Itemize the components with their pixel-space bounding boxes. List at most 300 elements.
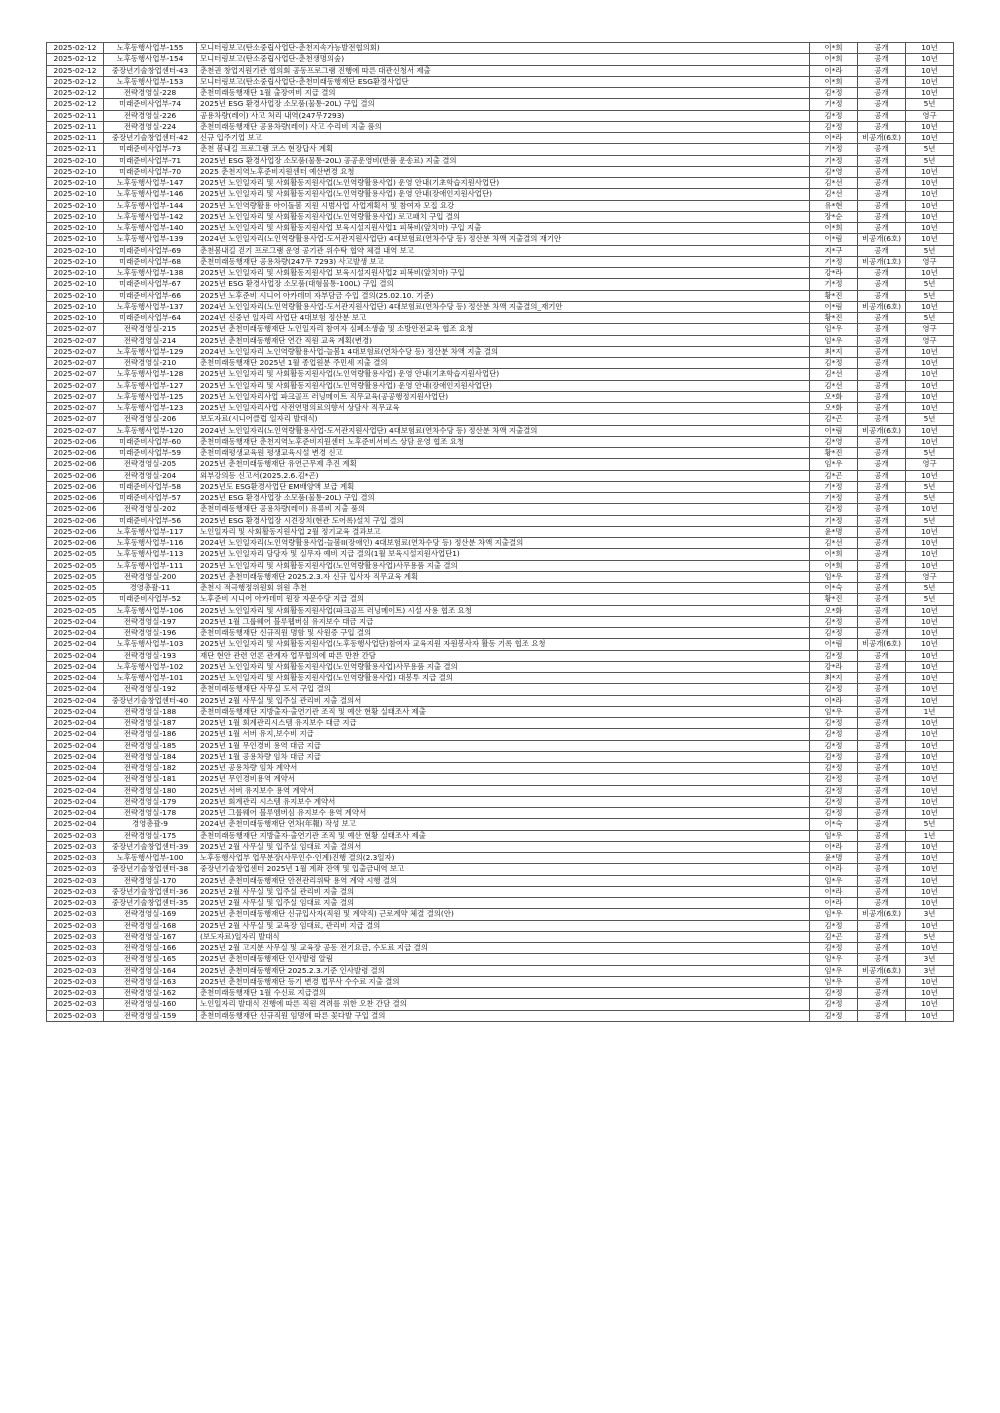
doc-number-cell: 미래준비사업부-69 (104, 245, 197, 256)
doc-number-cell: 중장년기술창업센터-39 (104, 841, 197, 852)
disclosure-cell: 공개 (858, 1010, 906, 1021)
retention-cell: 10년 (906, 729, 954, 740)
disclosure-cell: 공개 (858, 403, 906, 414)
author-cell: 황*진 (810, 448, 858, 459)
retention-cell: 10년 (906, 763, 954, 774)
author-cell: 김*정 (810, 988, 858, 999)
date-cell: 2025-02-10 (47, 268, 104, 279)
disclosure-cell: 공개 (858, 414, 906, 425)
title-cell: 춘천시 적극행정위원회 위원 추천 (197, 583, 810, 594)
date-cell: 2025-02-04 (47, 751, 104, 762)
doc-number-cell: 노후동행사업부-128 (104, 369, 197, 380)
title-cell: 노인일자리 및 사회활동지원사업 2월 정기교육 결과보고 (197, 526, 810, 537)
date-cell: 2025-02-05 (47, 594, 104, 605)
table-row (47, 740, 954, 751)
title-cell: 2025년 노인일자리 및 사회활동지원사업(노인역량활용사업) 운영 안내(기초학습지원사업단) (197, 369, 810, 380)
doc-number-cell: 전략경영실-206 (104, 414, 197, 425)
table-row (47, 279, 954, 290)
disclosure-cell: 공개 (858, 886, 906, 897)
title-cell: 2024년 노인일자리(노인역량활용사업-도서관지원사업단) 4대보험료(연차수당 등) 정산분 차액 지출결의 재기안 (197, 234, 810, 245)
retention-cell: 영구 (906, 335, 954, 346)
title-cell: 노후동행사업부 업무분장(사무인수·인계)진행 결의(2.3일자) (197, 853, 810, 864)
title-cell: 2025년 노후준비 시니어 아카데미 자부담금 수입 결의(25.02.10. 기준) (197, 290, 810, 301)
author-cell: 오*화 (810, 391, 858, 402)
title-cell: 2025년 노인일자리 및 사회활동지원사업 보육시설지원사업2 피복비(앞치마) 구입 (197, 268, 810, 279)
retention-cell: 10년 (906, 774, 954, 785)
table-row (47, 526, 954, 537)
date-cell: 2025-02-10 (47, 155, 104, 166)
table-row (47, 864, 954, 875)
author-cell: 지*구 (810, 245, 858, 256)
doc-number-cell: 미래준비사업부-57 (104, 493, 197, 504)
disclosure-cell: 공개 (858, 144, 906, 155)
doc-number-cell: 노후동행사업부-138 (104, 268, 197, 279)
retention-cell: 10년 (906, 121, 954, 132)
table-row (47, 335, 954, 346)
date-cell: 2025-02-10 (47, 189, 104, 200)
title-cell: 2025년 회계관리 시스템 유지보수 계약서 (197, 796, 810, 807)
disclosure-cell: 공개 (858, 121, 906, 132)
author-cell: 김*정 (810, 650, 858, 661)
retention-cell: 10년 (906, 886, 954, 897)
author-cell: 오*화 (810, 605, 858, 616)
author-cell: 김*정 (810, 763, 858, 774)
doc-number-cell: 전략경영실-185 (104, 740, 197, 751)
disclosure-cell: 비공개(6호) (858, 234, 906, 245)
date-cell: 2025-02-04 (47, 628, 104, 639)
title-cell: 춘천미래동행재단 1월 수신료 지급결의 (197, 988, 810, 999)
doc-number-cell: 전략경영실-162 (104, 988, 197, 999)
title-cell: 춘천미래동행재단 춘천지역노후준비지원센터 노후준비서비스 상담 운영 협조 요청 (197, 436, 810, 447)
date-cell: 2025-02-04 (47, 684, 104, 695)
title-cell: 2025년 노인일자리사업 사전연명의료의향서 상담사 직무교육 (197, 403, 810, 414)
retention-cell: 5년 (906, 819, 954, 830)
disclosure-cell: 비공개(6호) (858, 965, 906, 976)
disclosure-cell: 공개 (858, 943, 906, 954)
table-row (47, 583, 954, 594)
author-cell: 임*우 (810, 706, 858, 717)
doc-number-cell: 노후동행사업부-117 (104, 526, 197, 537)
disclosure-cell: 공개 (858, 76, 906, 87)
date-cell: 2025-02-11 (47, 144, 104, 155)
date-cell: 2025-02-12 (47, 65, 104, 76)
author-cell: 임*우 (810, 459, 858, 470)
date-cell: 2025-02-07 (47, 414, 104, 425)
author-cell: 강*라 (810, 661, 858, 672)
table-row (47, 954, 954, 965)
date-cell: 2025-02-07 (47, 403, 104, 414)
disclosure-cell: 공개 (858, 976, 906, 987)
author-cell: 김*곤 (810, 470, 858, 481)
table-row (47, 346, 954, 357)
title-cell: 2025년 1월 그룹웨어 블루웹버심 유지보수 대금 지급 (197, 616, 810, 627)
author-cell: 임*우 (810, 909, 858, 920)
retention-cell: 5년 (906, 99, 954, 110)
table-row (47, 571, 954, 582)
author-cell: 최*지 (810, 346, 858, 357)
doc-number-cell: 미래준비사업부-58 (104, 481, 197, 492)
author-cell: 이*희 (810, 43, 858, 54)
disclosure-cell: 공개 (858, 684, 906, 695)
retention-cell: 10년 (906, 695, 954, 706)
date-cell: 2025-02-10 (47, 245, 104, 256)
author-cell: 김*정 (810, 920, 858, 931)
table-row (47, 234, 954, 245)
title-cell: 2025년 2월 사무실 및 입주실 임대료 지출 결의 (197, 898, 810, 909)
date-cell: 2025-02-04 (47, 706, 104, 717)
author-cell: 기*정 (810, 144, 858, 155)
title-cell: 신규 입주기업 보고 (197, 133, 810, 144)
disclosure-cell: 공개 (858, 605, 906, 616)
disclosure-cell: 공개 (858, 808, 906, 819)
date-cell: 2025-02-03 (47, 931, 104, 942)
author-cell: 유*현 (810, 200, 858, 211)
table-row (47, 549, 954, 560)
title-cell: 2024년 노인일자리 노인역량활용사업-늘봄1 4대보험료(연차수당 등) 정산분 차액 지출 결의 (197, 346, 810, 357)
title-cell: 노후준비 시니어 아카데미 원장 자문수당 지급 결의 (197, 594, 810, 605)
retention-cell: 10년 (906, 88, 954, 99)
disclosure-cell: 공개 (858, 346, 906, 357)
date-cell: 2025-02-12 (47, 88, 104, 99)
table-row (47, 706, 954, 717)
table-row (47, 999, 954, 1010)
date-cell: 2025-02-12 (47, 43, 104, 54)
table-row (47, 99, 954, 110)
title-cell: 2025년 노인역량활용 아이돌봄 지원 시범사업 사업계획서 및 참여자 모집 요강 (197, 200, 810, 211)
doc-number-cell: 전략경영실-184 (104, 751, 197, 762)
disclosure-cell: 공개 (858, 65, 906, 76)
date-cell: 2025-02-06 (47, 470, 104, 481)
table-row (47, 920, 954, 931)
doc-number-cell: 전략경영실-226 (104, 110, 197, 121)
retention-cell: 10년 (906, 470, 954, 481)
author-cell: 임*우 (810, 335, 858, 346)
date-cell: 2025-02-07 (47, 369, 104, 380)
disclosure-cell: 공개 (858, 178, 906, 189)
disclosure-cell: 공개 (858, 673, 906, 684)
doc-number-cell: 미래준비사업부-67 (104, 279, 197, 290)
doc-number-cell: 미래준비사업부-56 (104, 515, 197, 526)
disclosure-cell: 공개 (858, 369, 906, 380)
retention-cell: 10년 (906, 436, 954, 447)
doc-number-cell: 전략경영실-179 (104, 796, 197, 807)
retention-cell: 3년 (906, 965, 954, 976)
title-cell: 2025년 ESG 환경사업장 소모품(물통-20L) 구입 결의 (197, 99, 810, 110)
retention-cell: 5년 (906, 448, 954, 459)
author-cell: 임*우 (810, 830, 858, 841)
title-cell: 중장년기술창업센터 2025년 1월 계좌 잔액 및 입출금내역 보고 (197, 864, 810, 875)
disclosure-cell: 공개 (858, 763, 906, 774)
title-cell: 2025년 ESG 환경사업장 소모품(대형물통-100L) 구입 결의 (197, 279, 810, 290)
title-cell: 2025년 노인일자리 및 사회활동지원사업 보육시설지원사업1 피복비(앞치마) 구입 지출 (197, 223, 810, 234)
retention-cell: 10년 (906, 425, 954, 436)
retention-cell: 10년 (906, 189, 954, 200)
table-row (47, 481, 954, 492)
author-cell: 이*라 (810, 133, 858, 144)
title-cell: 2025년 그룹웨어 블루엠버심 유지보수 용역 계약서 (197, 808, 810, 819)
title-cell: 2025년 ESG 환경사업장 소모품(물통-20L) 구입 결의 (197, 493, 810, 504)
title-cell: 2025년 1월 무인경비 용역 대금 지급 (197, 740, 810, 751)
table-row (47, 808, 954, 819)
title-cell: 2025년 노인일자리 및 사회활동지원사업(노인역량활용사업) 대봉투 지급 결의 (197, 673, 810, 684)
date-cell: 2025-02-10 (47, 234, 104, 245)
date-cell: 2025-02-03 (47, 875, 104, 886)
table-row (47, 898, 954, 909)
table-row (47, 358, 954, 369)
date-cell: 2025-02-03 (47, 954, 104, 965)
retention-cell: 10년 (906, 943, 954, 954)
retention-cell: 10년 (906, 718, 954, 729)
retention-cell: 영구 (906, 256, 954, 267)
disclosure-cell: 공개 (858, 211, 906, 222)
retention-cell: 10년 (906, 740, 954, 751)
author-cell: 김*선 (810, 178, 858, 189)
doc-number-cell: 전략경영실-164 (104, 965, 197, 976)
doc-number-cell: 노후동행사업부-146 (104, 189, 197, 200)
disclosure-cell: 공개 (858, 526, 906, 537)
title-cell: 춘천권 창업지원기관 협의회 공동프로그램 진행에 따른 대관신청서 제출 (197, 65, 810, 76)
table-row (47, 729, 954, 740)
table-row (47, 380, 954, 391)
doc-number-cell: 미래준비사업부-70 (104, 166, 197, 177)
author-cell: 윤*명 (810, 853, 858, 864)
author-cell: 김*정 (810, 684, 858, 695)
title-cell: 2025년 춘천미래동행재단 노인일자리 참여자 심폐소생술 및 소방안전교육 협조 요청 (197, 324, 810, 335)
title-cell: 2025년 2월 사무실 및 교육장 임대료, 관리비 지급 결의 (197, 920, 810, 931)
table-row (47, 988, 954, 999)
table-row (47, 605, 954, 616)
date-cell: 2025-02-07 (47, 335, 104, 346)
doc-number-cell: 중장년기술창업센터-38 (104, 864, 197, 875)
author-cell: 기*정 (810, 481, 858, 492)
title-cell: 2025년 춘천미래동행재단 안전관리위탁 용역 계약 시행 결의 (197, 875, 810, 886)
table-row (47, 504, 954, 515)
retention-cell: 10년 (906, 54, 954, 65)
doc-number-cell: 노후동행사업부-120 (104, 425, 197, 436)
disclosure-cell: 공개 (858, 729, 906, 740)
author-cell: 강*라 (810, 268, 858, 279)
title-cell: 2025년 춘천미래동행재단 인사발령 알림 (197, 954, 810, 965)
retention-cell: 10년 (906, 403, 954, 414)
retention-cell: 10년 (906, 133, 954, 144)
doc-number-cell: 미래준비사업부-73 (104, 144, 197, 155)
author-cell: 김*선 (810, 380, 858, 391)
disclosure-cell: 공개 (858, 391, 906, 402)
title-cell: 2025년 ESG 환경사업장 소모품(물통-20L) 공공운영비(반품 운송료) 지출 결의 (197, 155, 810, 166)
title-cell: 춘천미래동행재단 1월 출장여비 지급 결의 (197, 88, 810, 99)
date-cell: 2025-02-04 (47, 774, 104, 785)
date-cell: 2025-02-04 (47, 695, 104, 706)
title-cell: 2025년 춘천미래동행재단 신규입사자(직원 및 계약직) 근로계약 체결 결의(안) (197, 909, 810, 920)
table-row (47, 76, 954, 87)
doc-number-cell: 전략경영실-224 (104, 121, 197, 132)
disclosure-cell: 공개 (858, 493, 906, 504)
doc-number-cell: 미래준비사업부-71 (104, 155, 197, 166)
table-row (47, 875, 954, 886)
title-cell: 모니터링보고(탄소중립사업단-춘천지속가능발전협의회) (197, 43, 810, 54)
disclosure-cell: 공개 (858, 920, 906, 931)
table-row (47, 189, 954, 200)
retention-cell: 10년 (906, 796, 954, 807)
doc-number-cell: 노후동행사업부-137 (104, 301, 197, 312)
title-cell: 공용차량(레이) 사고 처리 내역(247무7293) (197, 110, 810, 121)
author-cell: 기*정 (810, 155, 858, 166)
table-row (47, 886, 954, 897)
title-cell: 외부강의등 신고서(2025.2.6.김*곤) (197, 470, 810, 481)
date-cell: 2025-02-04 (47, 785, 104, 796)
doc-number-cell: 전략경영실-168 (104, 920, 197, 931)
doc-number-cell: 전략경영실-187 (104, 718, 197, 729)
doc-number-cell: 전략경영실-169 (104, 909, 197, 920)
retention-cell: 10년 (906, 549, 954, 560)
title-cell: 2025년 노인일자리 및 사회활동지원사업(노인역량활용사업)사무용품 지출 결의 (197, 560, 810, 571)
table-row (47, 931, 954, 942)
table-row (47, 403, 954, 414)
retention-cell: 10년 (906, 301, 954, 312)
retention-cell: 10년 (906, 661, 954, 672)
date-cell: 2025-02-03 (47, 988, 104, 999)
table-row (47, 459, 954, 470)
retention-cell: 영구 (906, 459, 954, 470)
retention-cell: 10년 (906, 43, 954, 54)
title-cell: 2025년 노인일자리 및 사회활동지원사업(노인역량활용사업) 운영 안내(장애인지원사업단) (197, 380, 810, 391)
doc-number-cell: 전략경영실-228 (104, 88, 197, 99)
title-cell: 모니터링보고(탄소중립사업단-춘천미래동행재단 ESG환경사업단 (197, 76, 810, 87)
doc-number-cell: 전략경영실-204 (104, 470, 197, 481)
table-row (47, 391, 954, 402)
retention-cell: 5년 (906, 290, 954, 301)
author-cell: 이*희 (810, 223, 858, 234)
doc-number-cell: 미래준비사업부-59 (104, 448, 197, 459)
disclosure-cell: 공개 (858, 324, 906, 335)
author-cell: 황*진 (810, 313, 858, 324)
retention-cell: 5년 (906, 481, 954, 492)
doc-number-cell: 중장년기술창업센터-40 (104, 695, 197, 706)
author-cell: 김*선 (810, 538, 858, 549)
title-cell: 2025년 춘천미래동행재단 연간 직원 교육 계획(변경) (197, 335, 810, 346)
retention-cell: 5년 (906, 583, 954, 594)
retention-cell: 영구 (906, 571, 954, 582)
disclosure-cell: 공개 (858, 110, 906, 121)
doc-number-cell: 전략경영실-181 (104, 774, 197, 785)
table-row (47, 673, 954, 684)
doc-number-cell: 전략경영실-182 (104, 763, 197, 774)
document-page (46, 42, 953, 1022)
retention-cell: 10년 (906, 391, 954, 402)
disclosure-cell: 공개 (858, 718, 906, 729)
date-cell: 2025-02-10 (47, 313, 104, 324)
author-cell: 기*정 (810, 493, 858, 504)
disclosure-cell: 공개 (858, 954, 906, 965)
doc-number-cell: 노후동행사업부-140 (104, 223, 197, 234)
title-cell: 2024년 춘천미래동행재단 연차(年報) 작성 보고 (197, 819, 810, 830)
disclosure-cell: 공개 (858, 245, 906, 256)
disclosure-cell: 공개 (858, 583, 906, 594)
date-cell: 2025-02-06 (47, 448, 104, 459)
retention-cell: 10년 (906, 380, 954, 391)
title-cell: 2025년 노인일자리 담당자 및 실무자 예비 지급 결의(1월 보육시설지원사업단1) (197, 549, 810, 560)
doc-number-cell: 전략경영실-167 (104, 931, 197, 942)
doc-number-cell: 미래준비사업부-52 (104, 594, 197, 605)
table-row (47, 245, 954, 256)
title-cell: 춘천미래동행재단 공용차량(레이) 사고 수리비 지출 품의 (197, 121, 810, 132)
author-cell: 김*정 (810, 504, 858, 515)
disclosure-cell: 공개 (858, 875, 906, 886)
title-cell: 춘천미래동행재단 공용차량(247무 7293) 사고발생 보고 (197, 256, 810, 267)
date-cell: 2025-02-03 (47, 999, 104, 1010)
table-row (47, 695, 954, 706)
doc-number-cell: 전략경영실-193 (104, 650, 197, 661)
author-cell: 이*숙 (810, 819, 858, 830)
author-cell: 이*림 (810, 301, 858, 312)
table-row (47, 369, 954, 380)
date-cell: 2025-02-10 (47, 178, 104, 189)
retention-cell: 10년 (906, 684, 954, 695)
doc-number-cell: 노후동행사업부-101 (104, 673, 197, 684)
doc-number-cell: 노후동행사업부-103 (104, 639, 197, 650)
disclosure-cell: 공개 (858, 751, 906, 762)
author-cell: 김*선 (810, 369, 858, 380)
date-cell: 2025-02-03 (47, 909, 104, 920)
date-cell: 2025-02-05 (47, 571, 104, 582)
doc-number-cell: 노후동행사업부-123 (104, 403, 197, 414)
title-cell: 재단 현안 관련 언론 관계자 업무협의에 따른 만찬 간담 (197, 650, 810, 661)
retention-cell: 10년 (906, 650, 954, 661)
author-cell: 최*지 (810, 673, 858, 684)
date-cell: 2025-02-10 (47, 166, 104, 177)
table-row (47, 43, 954, 54)
date-cell: 2025-02-10 (47, 290, 104, 301)
date-cell: 2025-02-06 (47, 436, 104, 447)
retention-cell: 10년 (906, 808, 954, 819)
doc-number-cell: 노후동행사업부-116 (104, 538, 197, 549)
retention-cell: 10년 (906, 841, 954, 852)
doc-number-cell: 중장년기술창업센터-43 (104, 65, 197, 76)
date-cell: 2025-02-04 (47, 616, 104, 627)
author-cell: 김*정 (810, 796, 858, 807)
table-row (47, 976, 954, 987)
doc-number-cell: 미래준비사업부-74 (104, 99, 197, 110)
date-cell: 2025-02-03 (47, 830, 104, 841)
disclosure-cell: 공개 (858, 594, 906, 605)
retention-cell: 10년 (906, 346, 954, 357)
title-cell: 2025년 노인일자리 및 사회활동지원사업(파크골프 러닝메이트) 시설 사용 협조 요청 (197, 605, 810, 616)
author-cell: 기*정 (810, 99, 858, 110)
disclosure-cell: 공개 (858, 459, 906, 470)
table-row (47, 256, 954, 267)
table-row (47, 830, 954, 841)
author-cell: 오*화 (810, 403, 858, 414)
disclosure-cell: 공개 (858, 515, 906, 526)
title-cell: 2025년 노인일자리 및 사회활동지원사업(노인역량활용사업) 운영 안내(기초학습지원사업단) (197, 178, 810, 189)
date-cell: 2025-02-03 (47, 976, 104, 987)
date-cell: 2025-02-03 (47, 864, 104, 875)
disclosure-cell: 공개 (858, 538, 906, 549)
date-cell: 2025-02-11 (47, 121, 104, 132)
author-cell: 김*정 (810, 358, 858, 369)
table-row (47, 166, 954, 177)
disclosure-cell: 공개 (858, 661, 906, 672)
retention-cell: 5년 (906, 313, 954, 324)
date-cell: 2025-02-05 (47, 605, 104, 616)
title-cell: 2025년 2월 사무실 및 입주실 임대료 지출 결의서 (197, 841, 810, 852)
doc-number-cell: 노후동행사업부-106 (104, 605, 197, 616)
date-cell: 2025-02-10 (47, 279, 104, 290)
date-cell: 2025-02-07 (47, 324, 104, 335)
disclosure-cell: 공개 (858, 774, 906, 785)
retention-cell: 10년 (906, 76, 954, 87)
date-cell: 2025-02-04 (47, 673, 104, 684)
